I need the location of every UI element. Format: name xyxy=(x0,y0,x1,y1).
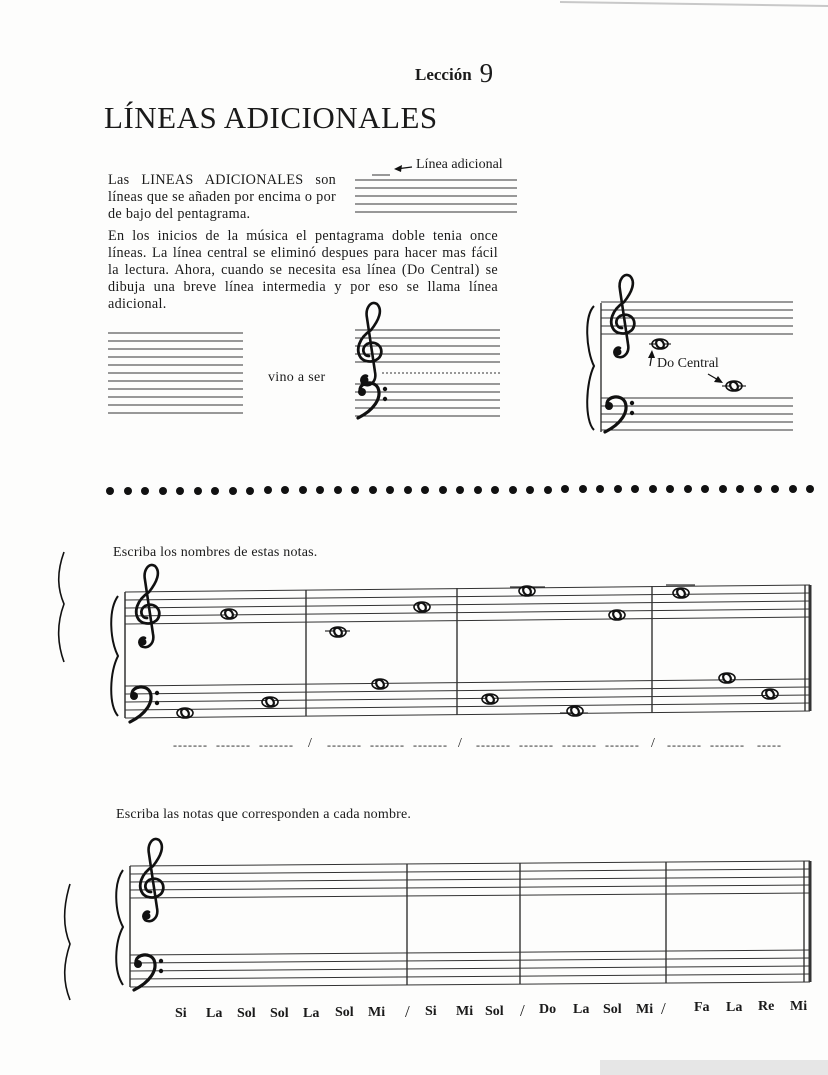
whole-note-icon xyxy=(567,705,583,716)
middle-c-staff xyxy=(601,302,793,432)
whole-note-icon xyxy=(262,696,278,707)
measure-separator: / xyxy=(520,1001,525,1020)
answer-blank[interactable]: ------- xyxy=(215,738,251,752)
note-name: Re xyxy=(758,999,775,1014)
brace-icon xyxy=(116,870,123,985)
lesson-label: Lección xyxy=(415,65,472,84)
arrow-icon xyxy=(394,165,412,172)
whole-note-icon xyxy=(482,693,498,704)
margin-brace-icon xyxy=(65,884,70,1000)
bass-clef-icon xyxy=(134,955,163,990)
whole-note-icon xyxy=(719,672,735,683)
measure-separator: / xyxy=(405,1002,410,1021)
whole-note-icon xyxy=(519,585,535,596)
answer-blank[interactable]: ------- xyxy=(258,738,294,752)
note-name: Sol xyxy=(335,1005,354,1020)
note-name: La xyxy=(573,1002,590,1017)
answer-blank[interactable]: ------- xyxy=(369,738,405,752)
brace-icon xyxy=(587,306,594,430)
note-name: Mi xyxy=(790,999,808,1014)
answer-blank[interactable]: ------- xyxy=(412,738,448,752)
note-name: Fa xyxy=(694,1000,710,1015)
lesson-number: 9 xyxy=(479,58,494,88)
whole-note-icon xyxy=(372,678,388,689)
became-label: vino a ser xyxy=(268,370,326,385)
note-name: La xyxy=(726,1000,743,1015)
note-name: Sol xyxy=(485,1004,504,1019)
answer-blank[interactable]: ------- xyxy=(709,738,745,752)
measure-separator: / xyxy=(661,999,666,1018)
note-name: Do xyxy=(539,1002,557,1017)
exercise2-grand-staff xyxy=(130,861,810,987)
answer-blank[interactable]: ------- xyxy=(604,738,640,752)
note-name: Mi xyxy=(368,1005,386,1020)
ledger-staff-diagram xyxy=(355,175,517,212)
answer-blank[interactable]: ----- xyxy=(756,738,782,752)
measure-separator: / xyxy=(458,736,462,751)
answer-blank[interactable]: ------- xyxy=(561,738,597,752)
eleven-line-staff xyxy=(108,333,243,413)
exercise1-grand-staff xyxy=(125,585,810,718)
intro-paragraph-2: En los inicios de la música el pentagrama doble tenia once líneas. La línea central se eliminó despues para hacer mas fácil la lectura. Ahora, cuando se necesita esa línea (Do Central) se dibuja una breve línea intermedia y por eso se llama línea adicional. xyxy=(108,228,498,312)
note-name: Si xyxy=(425,1004,437,1019)
measure-separator: / xyxy=(651,736,655,751)
whole-note-icon xyxy=(177,707,193,718)
exercise2-prompt: Escriba las notas que corresponden a cada nombre. xyxy=(116,807,412,822)
answer-blank[interactable]: ------- xyxy=(667,738,702,752)
whole-note-icon xyxy=(414,601,430,612)
page-title: LÍNEAS ADICIONALES xyxy=(104,100,438,135)
measure-separator: / xyxy=(308,736,312,751)
scan-edge xyxy=(600,1060,828,1075)
bass-clef-icon xyxy=(130,687,159,722)
intro-paragraph-1: Las LINEAS ADICIONALES son líneas que se añaden por encima o por de bajo del pentagrama. xyxy=(108,172,336,222)
answer-blank[interactable]: ------- xyxy=(476,738,511,752)
whole-note-icon xyxy=(609,609,625,620)
answer-blank[interactable]: ------- xyxy=(327,738,362,752)
middle-c-label: Do Central xyxy=(657,356,719,371)
note-name: Sol xyxy=(270,1006,289,1021)
exercise1-prompt: Escriba los nombres de estas notas. xyxy=(113,545,318,560)
whole-note-icon xyxy=(330,626,346,637)
note-name: La xyxy=(206,1006,223,1021)
whole-note-icon xyxy=(221,608,237,619)
treble-clef-icon xyxy=(136,565,159,647)
arrow-icon xyxy=(648,350,723,383)
brace-icon xyxy=(111,596,118,716)
treble-clef-icon xyxy=(140,839,163,921)
treble-clef-icon xyxy=(611,275,634,357)
answer-blank[interactable]: ------- xyxy=(518,738,554,752)
note-name: Mi xyxy=(456,1004,474,1019)
answer-blank[interactable]: ------- xyxy=(173,738,208,752)
note-name: Sol xyxy=(237,1006,256,1021)
scan-edge xyxy=(560,2,828,6)
ledger-line-label: Línea adicional xyxy=(416,157,503,172)
treble-clef-icon xyxy=(358,303,381,385)
whole-note-icon xyxy=(673,587,689,598)
note-name: Mi xyxy=(636,1002,654,1017)
margin-brace-icon xyxy=(59,552,64,662)
note-name: Si xyxy=(175,1006,187,1021)
note-name: La xyxy=(303,1006,320,1021)
note-name: Sol xyxy=(603,1002,622,1017)
whole-note-icon xyxy=(762,688,778,699)
